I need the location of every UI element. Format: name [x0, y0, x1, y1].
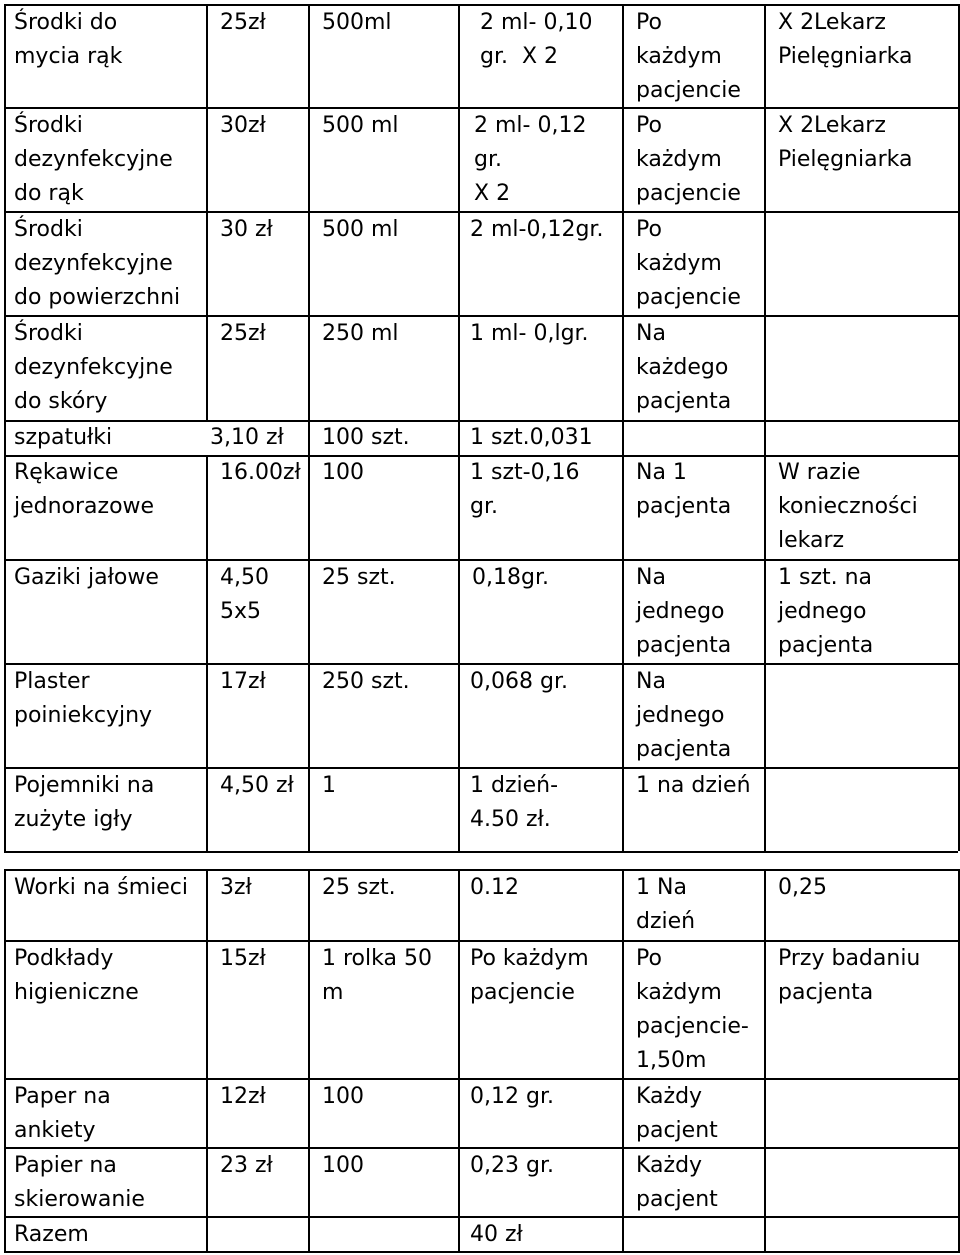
- cell-pack: [322, 942, 432, 1010]
- cell-text-line: 1 dzień-: [470, 773, 559, 798]
- column-divider: [458, 869, 460, 1253]
- cell-text-line: pacjencie: [470, 980, 575, 1005]
- cell-text-line: 5x5: [220, 599, 262, 624]
- cell-note: [778, 561, 873, 663]
- cell-pack: [322, 665, 410, 699]
- cell-item: [14, 1149, 145, 1217]
- cell-text-line: Rękawice: [14, 460, 119, 485]
- cell-text-line: W razie: [778, 460, 861, 485]
- cell-text-line: X 2Lekarz: [778, 10, 886, 35]
- cell-usage: [470, 665, 568, 699]
- cell-text-line: Podkłady: [14, 946, 114, 971]
- cell-text-line: X 2: [474, 181, 511, 206]
- cell-text-line: 250 ml: [322, 321, 399, 346]
- cell-pack: [322, 213, 399, 247]
- cell-text-line: pacjent: [636, 1118, 718, 1143]
- cell-freq: [636, 942, 749, 1078]
- cell-text-line: 4.50 zł.: [470, 807, 551, 832]
- column-divider: [206, 455, 208, 559]
- cell-price: [220, 871, 252, 905]
- cell-text-line: konieczności: [778, 494, 918, 519]
- cell-price: [220, 109, 266, 143]
- cell-text-line: pacjencie-: [636, 1014, 749, 1039]
- cell-text-line: 100: [322, 1084, 364, 1109]
- cell-text-line: 0.12: [470, 875, 519, 900]
- cell-text-line: każdym: [636, 44, 722, 69]
- cell-price: [220, 317, 266, 351]
- cell-text-line: Pielęgniarka: [778, 147, 913, 172]
- cell-text-line: Pojemniki na: [14, 773, 155, 798]
- cell-text-line: każdym: [636, 980, 722, 1005]
- cell-text-line: Pielęgniarka: [778, 44, 913, 69]
- cell-text-line: 4,50 zł: [220, 773, 294, 798]
- cell-text-line: dezynfekcyjne: [14, 147, 173, 172]
- cell-text-line: gr.: [474, 147, 502, 172]
- cell-item: [14, 317, 173, 419]
- cell-text-line: Środki: [14, 113, 83, 138]
- cell-freq: [636, 317, 731, 419]
- cell-price: [220, 942, 266, 976]
- cell-text-line: Papier na: [14, 1153, 117, 1178]
- cell-text-line: Na: [636, 669, 666, 694]
- cell-item: [14, 942, 139, 1010]
- cell-text-line: 250 szt.: [322, 669, 410, 694]
- cell-price: [220, 1080, 266, 1114]
- cell-item: [14, 561, 159, 595]
- cell-pack: [322, 561, 396, 595]
- cell-freq: [636, 1149, 718, 1217]
- cell-text-line: 1 szt. na: [778, 565, 873, 590]
- cell-price: [220, 213, 273, 247]
- cell-note: [778, 871, 827, 905]
- cell-text-line: do powierzchni: [14, 285, 181, 310]
- cell-text-line: każdym: [636, 251, 722, 276]
- column-divider: [458, 4, 460, 851]
- cell-text-line: Na: [636, 321, 666, 346]
- cell-text-line: Po: [636, 946, 662, 971]
- cell-text-line: Po: [636, 113, 662, 138]
- cell-text-line: 500ml: [322, 10, 392, 35]
- column-divider: [308, 869, 310, 1253]
- cell-text-line: 0,18gr.: [472, 565, 549, 590]
- cell-price: [220, 6, 266, 40]
- cell-text-line: jednego: [778, 599, 867, 624]
- cell-freq: [636, 561, 731, 663]
- cell-text-line: 25zł: [220, 10, 266, 35]
- cell-text-line: gr. X 2: [480, 44, 559, 69]
- column-divider: [622, 869, 624, 1253]
- cell-item: [14, 871, 188, 905]
- column-divider: [206, 4, 208, 420]
- cell-text-line: 25zł: [220, 321, 266, 346]
- cell-item: [14, 6, 122, 74]
- cell-text-line: 25 szt.: [322, 875, 396, 900]
- cell-text-line: 2 ml- 0,10: [480, 10, 593, 35]
- column-divider: [308, 4, 310, 851]
- cell-item: [14, 213, 180, 315]
- cell-note: [778, 456, 918, 558]
- cell-text-line: 1 ml- 0,lgr.: [470, 321, 589, 346]
- cell-text-line: pacjenta: [636, 389, 732, 414]
- cell-item: [14, 665, 152, 733]
- cell-text-line: dezynfekcyjne: [14, 355, 173, 380]
- cell-text-line: jednego: [636, 703, 725, 728]
- cell-usage: [480, 6, 592, 74]
- cell-text-line: Razem: [14, 1222, 89, 1247]
- cell-text-line: lekarz: [778, 528, 845, 553]
- cell-usage: [470, 769, 558, 837]
- cell-text-line: 100 szt.: [322, 425, 410, 450]
- cell-usage: [470, 421, 593, 455]
- cell-text-line: 100: [322, 1153, 364, 1178]
- cell-text-line: 16.00zł: [220, 460, 301, 485]
- cell-text-line: Plaster: [14, 669, 90, 694]
- cell-text-line: pacjenta: [778, 633, 874, 658]
- cell-text-line: każdym: [636, 147, 722, 172]
- cell-pack: [322, 317, 399, 351]
- cell-text-line: 1: [322, 773, 336, 798]
- cell-text-line: 1 rolka 50: [322, 946, 432, 971]
- cell-usage: [470, 1149, 554, 1183]
- cell-text-line: 1 szt-0,16: [470, 460, 580, 485]
- cell-text-line: pacjenta: [636, 737, 732, 762]
- cell-text-line: dezynfekcyjne: [14, 251, 173, 276]
- cell-text-line: pacjencie: [636, 285, 741, 310]
- table-rule: [4, 851, 958, 853]
- cell-text-line: pacjencie: [636, 181, 741, 206]
- cell-price: [220, 561, 269, 629]
- cell-freq: [636, 213, 741, 315]
- cell-text-line: pacjencie: [636, 78, 741, 103]
- cell-freq: [636, 1080, 718, 1148]
- cell-text-line: gr.: [470, 494, 498, 519]
- cell-price: [220, 769, 294, 803]
- column-divider: [764, 4, 766, 851]
- cell-note: [778, 109, 912, 177]
- column-divider: [206, 869, 208, 1253]
- cell-text-line: ankiety: [14, 1118, 96, 1143]
- cell-pack: [322, 769, 336, 803]
- cell-usage: [470, 871, 519, 905]
- cell-freq: [636, 109, 741, 211]
- cell-text-line: mycia rąk: [14, 44, 123, 69]
- cell-pack: [322, 1149, 364, 1183]
- cell-usage: [470, 213, 603, 247]
- cell-text-line: 1 szt.0,031: [470, 425, 593, 450]
- cell-text-line: Na: [636, 565, 666, 590]
- cell-text-line: 0,12 gr.: [470, 1084, 554, 1109]
- cell-text-line: X 2Lekarz: [778, 113, 886, 138]
- cell-text-line: Po każdym: [470, 946, 589, 971]
- cell-usage: [470, 456, 580, 524]
- cell-text-line: Środki: [14, 217, 83, 242]
- cell-price: [220, 456, 301, 490]
- cell-pack: [322, 871, 396, 905]
- cell-text-line: pacjenta: [636, 633, 732, 658]
- cell-text-line: Każdy: [636, 1084, 703, 1109]
- cell-text-line: każdego: [636, 355, 729, 380]
- cell-text-line: Po: [636, 217, 662, 242]
- cell-text-line: 2 ml-0,12gr.: [470, 217, 604, 242]
- cell-text-line: Każdy: [636, 1153, 703, 1178]
- cell-text-line: Gaziki jałowe: [14, 565, 159, 590]
- cell-text-line: 15zł: [220, 946, 266, 971]
- cell-text-line: Worki na śmieci: [14, 875, 188, 900]
- cell-text-line: jednorazowe: [14, 494, 155, 519]
- cell-note: [778, 6, 912, 74]
- cell-text-line: 17zł: [220, 669, 266, 694]
- cell-item: [14, 1218, 89, 1252]
- cell-note: [778, 942, 920, 1010]
- cell-freq: [636, 769, 751, 803]
- cell-freq: [636, 6, 741, 108]
- cell-text-line: do rąk: [14, 181, 84, 206]
- cell-item: [14, 456, 154, 524]
- cell-pack: [322, 109, 399, 143]
- cell-text-line: 1 na dzień: [636, 773, 751, 798]
- cell-text-line: dzień: [636, 909, 696, 934]
- cell-usage: [472, 561, 549, 595]
- cell-text-line: szpatułki: [14, 425, 113, 450]
- cell-text-line: 3zł: [220, 875, 252, 900]
- cell-item: [14, 1080, 111, 1148]
- cell-text-line: pacjenta: [636, 494, 732, 519]
- cell-pack: [322, 1080, 364, 1114]
- cell-text-line: 1,50m: [636, 1048, 707, 1073]
- cell-text-line: 0,25: [778, 875, 827, 900]
- cell-text-line: pacjent: [636, 1187, 718, 1212]
- cell-item: [14, 421, 112, 455]
- cell-text-line: 25 szt.: [322, 565, 396, 590]
- cell-text-line: Środki: [14, 321, 83, 346]
- cell-price: [220, 665, 266, 699]
- cell-item: [14, 769, 154, 837]
- cell-pack: [322, 421, 410, 455]
- cell-text-line: 4,50: [220, 565, 269, 590]
- cell-text-line: 3,10 zł: [210, 425, 284, 450]
- cell-text-line: 12zł: [220, 1084, 266, 1109]
- column-divider: [764, 869, 766, 1253]
- cell-text-line: 1 Na: [636, 875, 687, 900]
- cell-text-line: 500 ml: [322, 113, 399, 138]
- table-border-left: [4, 869, 6, 1253]
- cell-usage: [470, 317, 589, 351]
- cell-usage: [474, 109, 586, 211]
- cell-freq: [636, 665, 731, 767]
- cell-text-line: 30zł: [220, 113, 266, 138]
- cell-text-line: 500 ml: [322, 217, 399, 242]
- cell-text-line: m: [322, 980, 344, 1005]
- cell-freq: [636, 456, 731, 524]
- cell-price: [210, 421, 284, 455]
- cell-text-line: Na 1: [636, 460, 687, 485]
- column-divider: [206, 559, 208, 851]
- cell-text-line: Środki do: [14, 10, 118, 35]
- cell-text-line: poiniekcyjny: [14, 703, 153, 728]
- cell-freq: [636, 871, 695, 939]
- cell-text-line: zużyte igły: [14, 807, 133, 832]
- cell-text-line: skierowanie: [14, 1187, 145, 1212]
- cell-text-line: do skóry: [14, 389, 108, 414]
- cell-text-line: pacjenta: [778, 980, 874, 1005]
- cell-text-line: 0,23 gr.: [470, 1153, 554, 1178]
- column-divider: [622, 4, 624, 851]
- cell-pack: [322, 6, 392, 40]
- cell-usage: [470, 1218, 523, 1252]
- cell-text-line: 2 ml- 0,12: [474, 113, 587, 138]
- cell-text-line: 0,068 gr.: [470, 669, 568, 694]
- cell-text-line: Po: [636, 10, 662, 35]
- cell-usage: [470, 942, 589, 1010]
- cell-text-line: jednego: [636, 599, 725, 624]
- cell-text-line: 100: [322, 460, 364, 485]
- cell-text-line: 40 zł: [470, 1222, 523, 1247]
- cell-text-line: 23 zł: [220, 1153, 273, 1178]
- cell-item: [14, 109, 173, 211]
- cell-text-line: higieniczne: [14, 980, 139, 1005]
- cell-price: [220, 1149, 273, 1183]
- cell-text-line: 30 zł: [220, 217, 273, 242]
- cell-usage: [470, 1080, 554, 1114]
- cell-text-line: Przy badaniu: [778, 946, 921, 971]
- table-border-left: [4, 4, 6, 851]
- cell-text-line: Paper na: [14, 1084, 111, 1109]
- cell-pack: [322, 456, 364, 490]
